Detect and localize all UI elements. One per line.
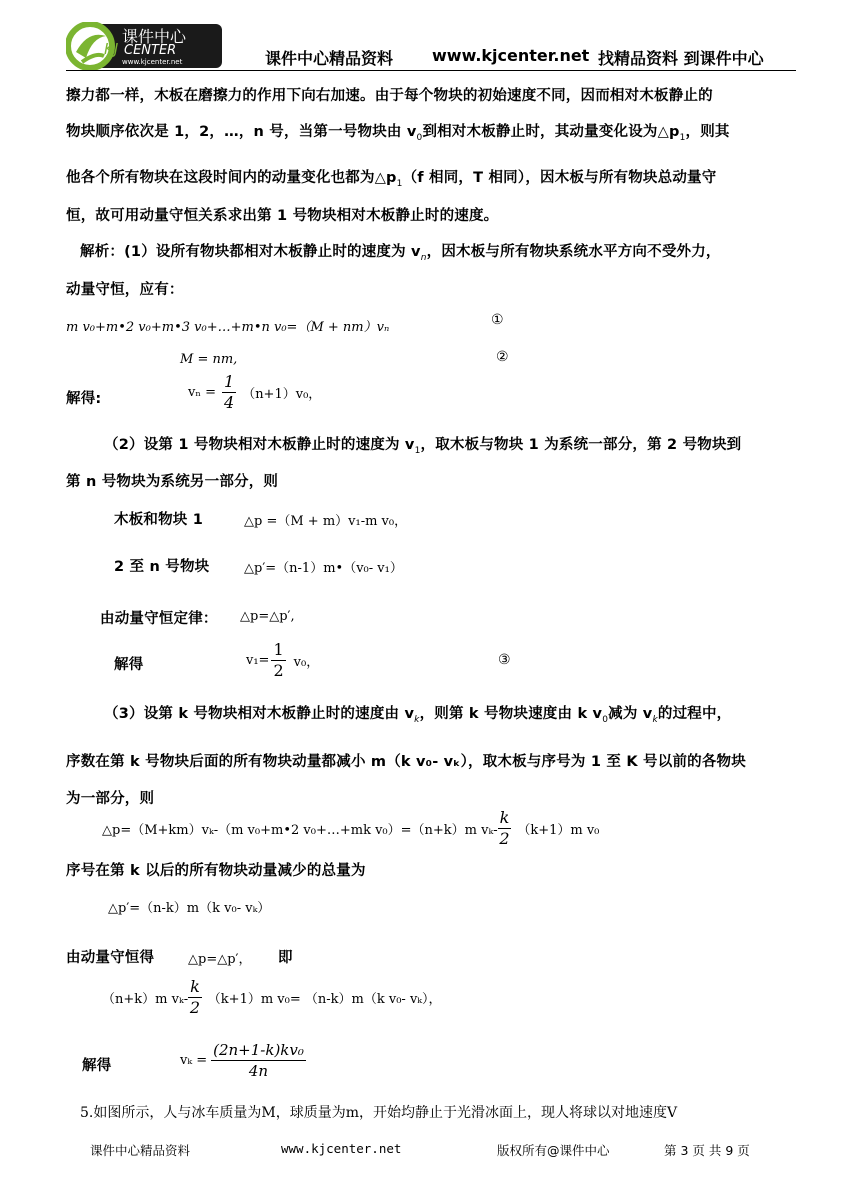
equation-equality: △p=△p′， — [188, 952, 252, 967]
fraction: $\frac{1}{4}$ — [224, 372, 235, 412]
fraction: $\frac{k}{2}$ — [189, 977, 201, 1017]
footer-copyright: 版权所有@课件中心 — [497, 1143, 610, 1158]
paragraph-line: 为一部分，则 — [66, 791, 155, 807]
equation-vn: vₙ = $\frac{1}{4}$ （n+1）v₀， — [188, 372, 322, 412]
kjcenter-logo — [66, 22, 222, 70]
equation-delta-p: △p =（M + m）v₁-m v₀， — [244, 514, 408, 529]
equation-delta-p-k: △p=（M+km）vₖ-（m v₀+m•2 v₀+…+mk v₀）=（n+k）m vₖ- $\frac{k}{2}$ （k+1）m v₀ — [102, 808, 600, 848]
logo-url-text: www.kjcenter.net — [122, 58, 183, 66]
fraction: $\frac{1}{2}$ — [273, 640, 284, 680]
equation-delta-p-prime: △p′=（n-1）m•（v₀- v₁） — [244, 561, 403, 576]
equation-balance: （n+k）m vₖ- $\frac{k}{2}$ （k+1）m v₀= （n-k）m（k v₀- vₖ）， — [102, 977, 442, 1017]
label-blocks-2-to-n: 2 至 n 号物块 — [114, 559, 210, 575]
equation-v1: v₁= $\frac{1}{2}$ v₀， — [246, 640, 320, 680]
footer-title: 课件中心精品资料 — [90, 1143, 191, 1158]
paragraph-line: （2）设第 1 号物块相对木板静止时的速度为 $v_1$，取木板与物块 1 为系统一部分，第 2 号物块到 — [104, 437, 742, 456]
label-jiede: 解得 — [114, 657, 144, 673]
paragraph-line: 他各个所有物块在这段时间内的动量变化也都为$\triangle p_1(f$ 相同，T 相同），因木板与所有物块总动量守 — [66, 170, 717, 189]
equation-vk: vₖ = $\frac{\text{(2n+1-k)kv₀}}{4n}$ — [180, 1041, 304, 1080]
logo-cn-text: 课件中心 — [122, 27, 187, 46]
logo-kj-text: KJ — [104, 40, 119, 58]
paragraph-line: （3）设第 k 号物块相对木板静止时的速度由 $v_k$，则第 k 号物块速度由 k $v_0$减为 $v_k$的过程中， — [104, 706, 732, 725]
equation-equality: △p=△p′, — [240, 609, 295, 624]
paragraph-line: 序数在第 k 号物块后面的所有物块动量都减小 m（k v₀- vₖ），取木板与序号为 1 至 K 号以前的各物块 — [66, 754, 746, 770]
equation-number: ② — [496, 349, 509, 365]
header-url: www.kjcenter.net — [432, 46, 590, 65]
label-board-block1: 木板和物块 1 — [114, 512, 204, 528]
header-slogan: 找精品资料 到课件中心 — [598, 49, 764, 68]
logo-center-text: CENTER — [124, 43, 177, 58]
paragraph-line: 恒，故可用动量守恒关系求出第 1 号物块相对木板静止时的速度。 — [66, 208, 499, 224]
fraction: $\frac{k}{2}$ — [499, 808, 510, 848]
label-ji: 即 — [278, 950, 293, 966]
equation-delta-p-prime-k: △p′=（n-k）m（k v₀- vₖ） — [108, 901, 271, 916]
paragraph-line: 第 n 号物块为系统另一部分，则 — [66, 474, 279, 490]
paragraph-line: 解析：(1）设所有物块都相对木板静止时的速度为 $v_n$，因木板与所有物块系统水平方向不受外力， — [80, 244, 721, 263]
label-conservation-law: 由动量守恒定律： — [100, 611, 218, 627]
footer-page-number: 第 3 页 共 9 页 — [664, 1143, 750, 1158]
equation-number: ① — [491, 312, 504, 328]
header-rule — [66, 70, 796, 71]
problem-5-text: 5.如图所示，人与冰车质量为M，球质量为m，开始均静止于光滑冰面上，现人将球以对地速度V — [80, 1105, 678, 1121]
label-jiede: 解得 — [82, 1058, 112, 1074]
paragraph-line: 擦力都一样，木板在磨擦力的作用下向右加速。由于每个物块的初始速度不同，因而相对木板静止的 — [66, 88, 713, 104]
fraction: $\frac{\text{(2n+1-k)kv₀}}{4n}$ — [213, 1041, 304, 1080]
label-jiede: 解得: — [66, 391, 102, 407]
paragraph-line: 序号在第 k 以后的所有物块动量减少的总量为 — [66, 863, 366, 879]
equation-mass: M = nm, — [180, 352, 238, 367]
paragraph-line: 动量守恒，应有： — [66, 282, 184, 298]
equation-number: ③ — [498, 652, 511, 668]
equation-momentum-sum: m v₀+m•2 v₀+m•3 v₀+…+m•n v₀=（M + nm）vₙ — [66, 320, 390, 335]
header-title: 课件中心精品资料 — [265, 49, 394, 68]
paragraph-line: 物块顺序依次是 1，2，…，n 号，当第一号物块由 $v_0$到相对木板静止时，其动量变化设为$\triangle p_1$，则其 — [66, 124, 730, 143]
label-conservation: 由动量守恒得 — [66, 950, 155, 966]
footer-url: www.kjcenter.net — [281, 1141, 402, 1156]
